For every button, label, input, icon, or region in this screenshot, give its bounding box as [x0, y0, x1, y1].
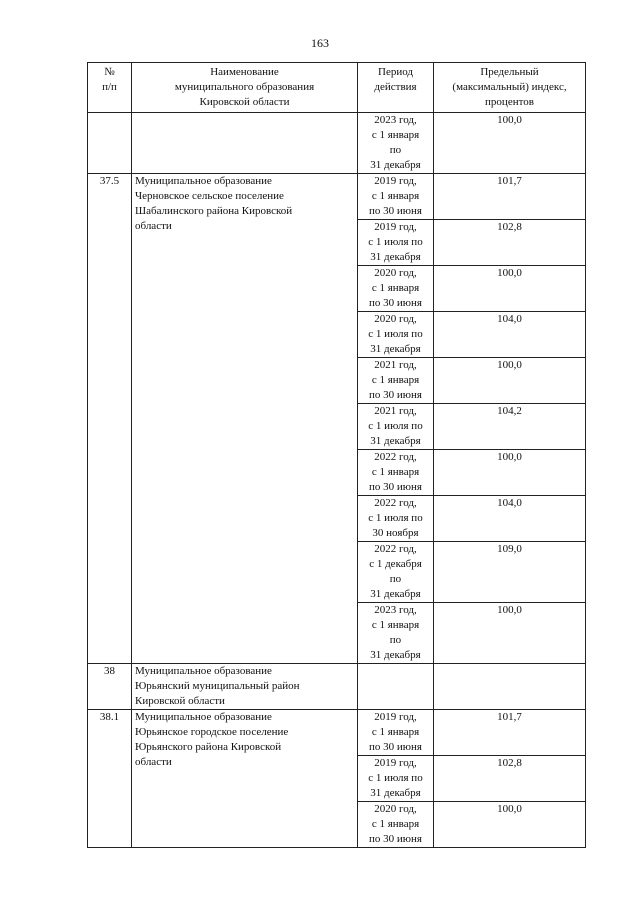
row-index: 102,8 [434, 756, 586, 802]
row-period: 2020 год, с 1 июля по 31 декабря [358, 312, 434, 358]
page-number: 163 [311, 36, 329, 50]
row-index: 104,0 [434, 312, 586, 358]
row-index: 100,0 [434, 358, 586, 404]
header-municipality-name: Наименование муниципального образования Кировской области [132, 63, 358, 113]
row-index: 104,0 [434, 496, 586, 542]
row-period: 2019 год, с 1 июля по 31 декабря [358, 756, 434, 802]
row-index: 101,7 [434, 710, 586, 756]
row-period: 2022 год, с 1 декабря по 31 декабря [358, 542, 434, 603]
table-header-row [88, 63, 586, 113]
row-period: 2019 год, с 1 января по 30 июня [358, 710, 434, 756]
table-row [88, 113, 586, 174]
row-index: 100,0 [434, 450, 586, 496]
row-index: 100,0 [434, 113, 586, 174]
table-row [88, 664, 586, 710]
row-period: 2020 год, с 1 января по 30 июня [358, 266, 434, 312]
row-period: 2019 год, с 1 января по 30 июня [358, 174, 434, 220]
row-number: 37.5 [88, 174, 132, 664]
row-period: 2023 год, с 1 января по 31 декабря [358, 603, 434, 664]
row-period: 2022 год, с 1 июля по 30 ноября [358, 496, 434, 542]
table-row [88, 710, 586, 756]
row-index: 100,0 [434, 603, 586, 664]
header-number: № п/п [88, 63, 132, 113]
row-period: 2021 год, с 1 января по 30 июня [358, 358, 434, 404]
header-period: Период действия [358, 63, 434, 113]
row-period: 2022 год, с 1 января по 30 июня [358, 450, 434, 496]
row-index: 109,0 [434, 542, 586, 603]
row-municipality: Муниципальное образование Юрьянский муниципальный район Кировской области [132, 664, 358, 710]
row-index: 100,0 [434, 802, 586, 848]
row-index: 102,8 [434, 220, 586, 266]
row-index: 100,0 [434, 266, 586, 312]
row-period: 2023 год, с 1 января по 31 декабря [358, 113, 434, 174]
row-municipality [132, 113, 358, 174]
row-index [434, 664, 586, 710]
row-period: 2019 год, с 1 июля по 31 декабря [358, 220, 434, 266]
row-municipality: Муниципальное образование Черновское сельское поселение Шабалинского района Кировской области [132, 174, 358, 664]
header-max-index: Предельный (максимальный) индекс, процентов [434, 63, 586, 113]
row-index: 104,2 [434, 404, 586, 450]
tariff-index-table [87, 62, 586, 848]
row-number: 38 [88, 664, 132, 710]
table-row [88, 174, 586, 220]
row-number: 38.1 [88, 710, 132, 848]
row-index: 101,7 [434, 174, 586, 220]
row-period [358, 664, 434, 710]
row-period: 2021 год, с 1 июля по 31 декабря [358, 404, 434, 450]
row-period: 2020 год, с 1 января по 30 июня [358, 802, 434, 848]
row-municipality: Муниципальное образование Юрьянское городское поселение Юрьянского района Кировской области [132, 710, 358, 848]
row-number [88, 113, 132, 174]
